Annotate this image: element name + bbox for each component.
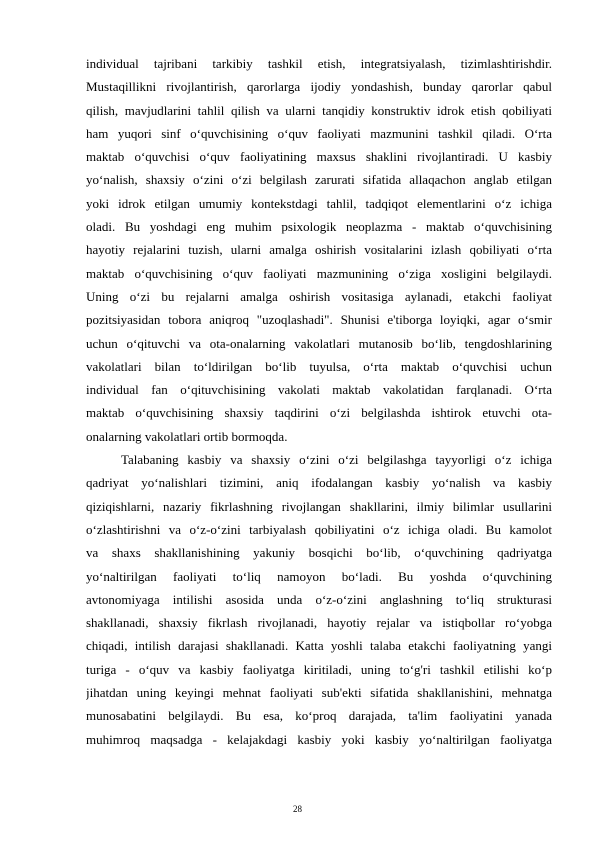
text-line: Mustaqillikni rivojlantirish, qarorlarga ijodiy yondashish, bunday qarorlar qabul (86, 79, 552, 95)
text-line: pozitsiyasidan tobora aniqroq "uzoqlashadi". Shunisi e'tiborga loyiqki, agar o‘smir (86, 312, 552, 328)
text-line: avtonomiyaga intilishi asosida unda o‘z-o‘zini anglashning to‘liq strukturasi (86, 591, 552, 607)
text-line: muhimroq maqsadga - kelajakdagi kasbiy yoki kasbiy yo‘naltirilgan faoliyatga (86, 731, 552, 747)
text-line: yo‘nalish, shaxsiy o‘zini o‘zi belgilash zarurati sifatida allaqachon anglab etilgan (86, 172, 552, 188)
text-line: uchun o‘qituvchi va ota-onalarning vakolatlari mutanosib bo‘lib, tengdoshlarining (86, 335, 552, 351)
text-line: chiqadi, intilish darajasi shakllanadi. Katta yoshli talaba etakchi faoliyatning yangi (86, 638, 552, 654)
text-line: shakllanadi, shaxsiy fikrlash rivojlanadi, hayotiy rejalar va istiqbollar ro‘yobga (86, 615, 552, 631)
text-line: individual fan o‘qituvchisining vakolati maktab vakolatidan farqlanadi. O‘rta (86, 382, 552, 398)
paragraph-1 (86, 52, 552, 448)
text-line: onalarning vakolatlari ortib bormoqda. (86, 428, 288, 444)
text-line: Talabaning kasbiy va shaxsiy o‘zini o‘zi belgilashga tayyorligi o‘z ichiga (121, 452, 552, 468)
text-line: va shaxs shakllanishining yakuniy bosqichi bo‘lib, o‘quvchining qadriyatga (86, 545, 552, 561)
text-line: individual tajribani tarkibiy tashkil etish, integratsiyalash, tizimlashtirishdir. (86, 56, 552, 71)
text-line: Uning o‘zi bu rejalarni amalga oshirish vositasiga aylanadi, etakchi faoliyat (86, 288, 552, 304)
text-line: jihatdan uning keyingi mehnat faoliyati sub'ekti sifatida shakllanishini, mehnatga (86, 685, 552, 701)
text-line: vakolatlari bilan to‘ldirilgan bo‘lib tuyulsa, o‘rta maktab o‘quvchisi uchun (86, 358, 552, 374)
text-line: qiziqishlarni, nazariy fikrlashning rivojlangan shakllarini, ilmiy bilimlar usullarini (86, 498, 552, 514)
text-line: maktab o‘quvchisi o‘quv faoliyatining maxsus shaklini rivojlantiradi. U kasbiy (86, 149, 552, 165)
page-number: 28 (293, 804, 302, 814)
text-line: maktab o‘quvchisining shaxsiy taqdirini o‘zi belgilashda ishtirok etuvchi ota- (86, 405, 552, 421)
text-line: maktab o‘quvchisining o‘quv faoliyati mazmunining o‘ziga xosligini belgilaydi. (86, 265, 552, 281)
text-line: oladi. Bu yoshdagi eng muhim psixologik neoplazma - maktab o‘quvchisining (86, 219, 552, 235)
text-line: munosabatini belgilaydi. Bu esa, ko‘proq darajada, ta'lim faoliyatini yanada (86, 708, 552, 724)
paragraph-2 (86, 448, 552, 751)
text-line: turiga - o‘quv va kasbiy faoliyatga kiritiladi, uning to‘g'ri tashkil etilishi ko‘p (86, 661, 552, 677)
text-line: qadriyat yo‘nalishlari tizimini, aniq ifodalangan kasbiy yo‘nalish va kasbiy (86, 475, 552, 491)
text-line: yo‘naltirilgan faoliyati to‘liq namoyon bo‘ladi. Bu yoshda o‘quvchining (86, 568, 552, 584)
text-line: hayotiy rejalarini tuzish, ularni amalga oshirish vositalarini izlash qobiliyati o‘rta (86, 242, 552, 258)
text-line: qilish, mavjudlarini tahlil qilish va ularni tanqidiy konstruktiv idrok etish qobiliyati (86, 102, 552, 118)
text-line: o‘zlashtirishni va o‘z-o‘zini tarbiyalash qobiliyatini o‘z ichiga oladi. Bu kamolot (86, 521, 552, 537)
body-text (86, 52, 552, 751)
text-line: ham yuqori sinf o‘quvchisining o‘quv faoliyati mazmunini tashkil qiladi. O‘rta (86, 125, 552, 141)
text-line: yoki idrok etilgan umumiy kontekstdagi tahlil, tadqiqot elementlarini o‘z ichiga (86, 195, 552, 211)
